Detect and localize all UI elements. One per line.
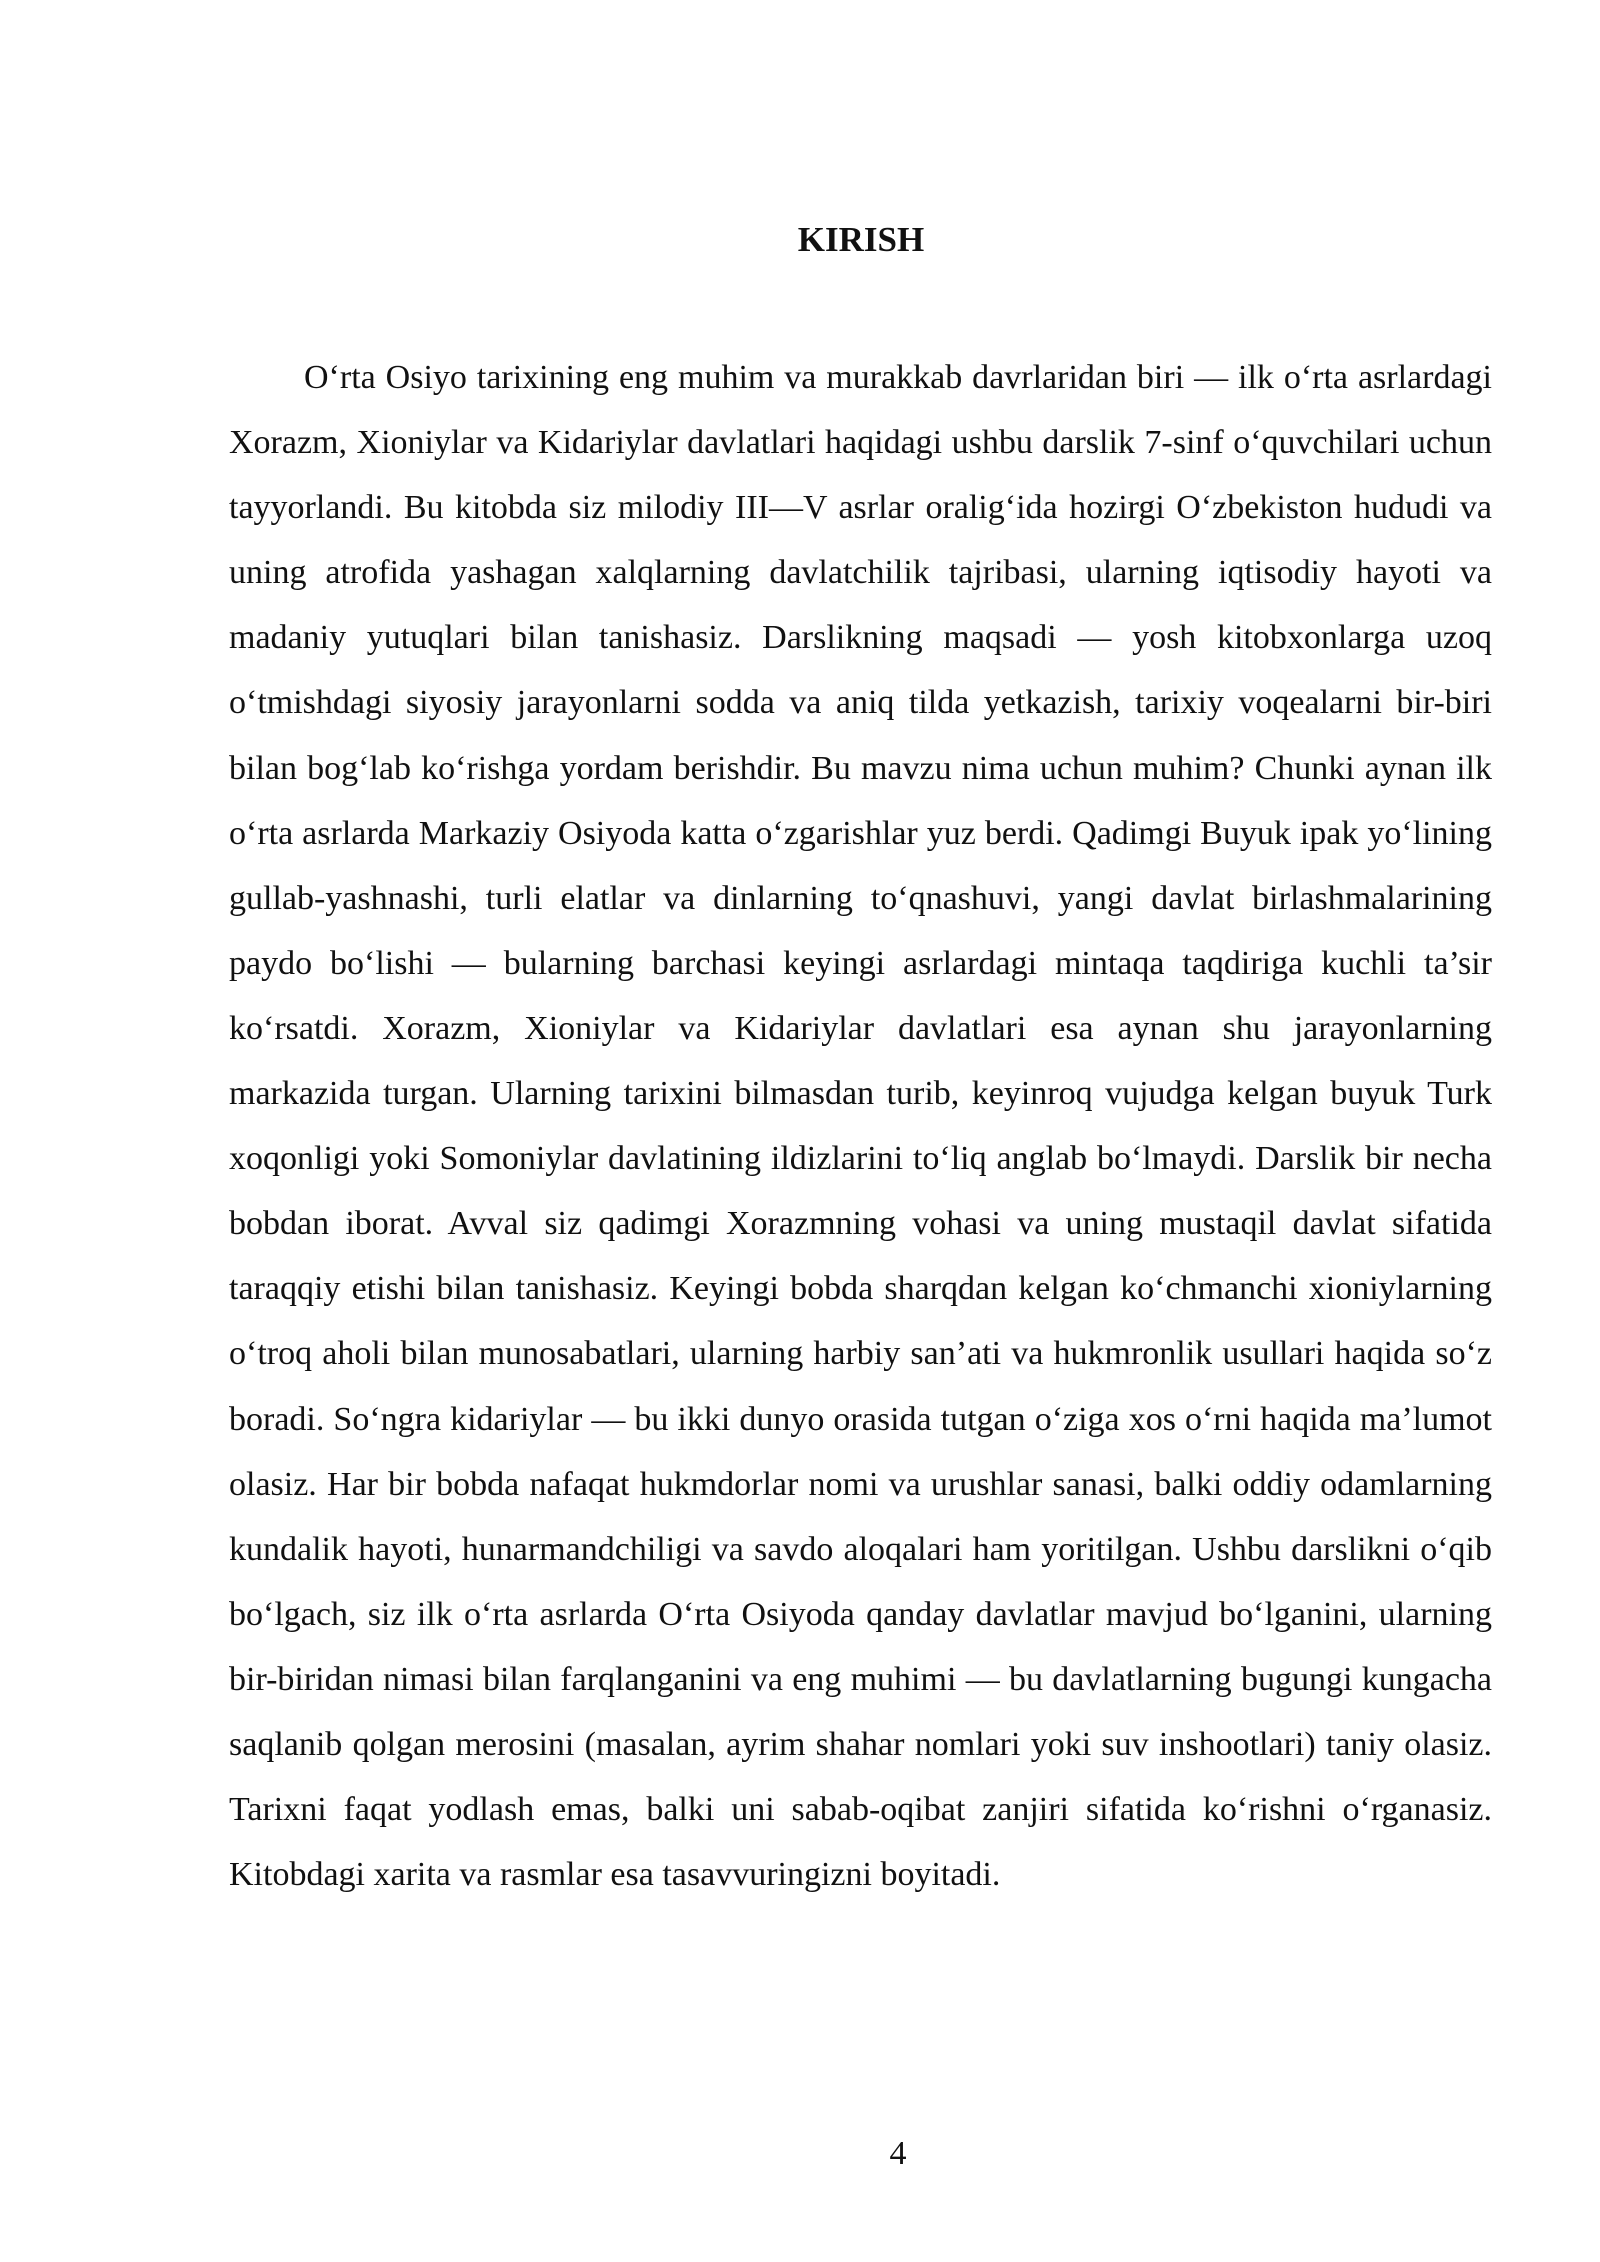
body-paragraph: O‘rta Osiyo tarixining eng muhim va murakkab davrlaridan biri — ilk o‘rta asrlardagi Xorazm, Xioniylar va Kidariylar davlatlari haqidagi ushbu darslik 7-sinf o‘quvchilari uchun tayyorlandi. Bu kitobda siz milodiy III—V asrlar oralig‘ida hozirgi O‘zbekiston hududi va uning atrofida yashagan xalqlarning davlatchilik tajribasi, ularning iqtisodiy hayoti va madaniy yutuqlari bilan tanishasiz. Darslikning maqsadi — yosh kitobxonlarga uzoq o‘tmishdagi siyosiy jarayonlarni sodda va aniq tilda yetkazish, tarixiy voqealarni bir-biri bilan bog‘lab ko‘rishga yordam berishdir. Bu mavzu nima uchun muhim? Chunki aynan ilk o‘rta asrlarda Markaziy Osiyoda katta o‘zgarishlar yuz berdi. Qadimgi Buyuk ipak yo‘lining gullab-yashnashi, turli elatlar va dinlarning to‘qnashuvi, yangi davlat birlashmalarining paydo bo‘lishi — bularning barchasi keyingi asrlardagi mintaqa taqdiriga kuchli ta’sir ko‘rsatdi. Xorazm, Xioniylar va Kidariylar davlatlari esa aynan shu jarayonlarning markazida turgan. Ularning tarixini bilmasdan turib, keyinroq vujudga kelgan buyuk Turk xoqonligi yoki Somoniylar davlatining ildizlarini to‘liq anglab bo‘lmaydi. Darslik bir necha bobdan iborat. Avval siz qadimgi Xorazmning vohasi va uning mustaqil davlat sifatida taraqqiy etishi bilan tanishasiz. Keyingi bobda sharqdan kelgan ko‘chmanchi xioniylarning o‘troq aholi bilan munosabatlari, ularning harbiy san’ati va hukmronlik usullari haqida so‘z boradi. So‘ngra kidariylar — bu ikki dunyo orasida tutgan o‘ziga xos o‘rni haqida ma’lumot olasiz. Har bir bobda nafaqat hukmdorlar nomi va urushlar sanasi, balki oddiy odamlarning kundalik hayoti, hunarmandchiligi va savdo aloqalari ham yoritilgan. Ushbu darslikni o‘qib bo‘lgach, siz ilk o‘rta asrlarda O‘rta Osiyoda qanday davlatlar mavjud bo‘lganini, ularning bir-biridan nimasi bilan farqlanganini va eng muhimi — bu davlatlarning bugungi kungacha saqlanib qolgan merosini (masalan, ayrim shahar nomlari yoki suv inshootlari) taniy olasiz. Tarixni faqat yodlash emas, balki uni sabab-oqibat zanjiri sifatida ko‘rishni o‘rganasiz. Kitobdagi xarita va rasmlar esa tasavvuringizni boyitadi.: [229, 359, 1492, 1894]
page-title: KIRISH: [797, 220, 925, 259]
page-number: 4: [889, 2135, 907, 2172]
